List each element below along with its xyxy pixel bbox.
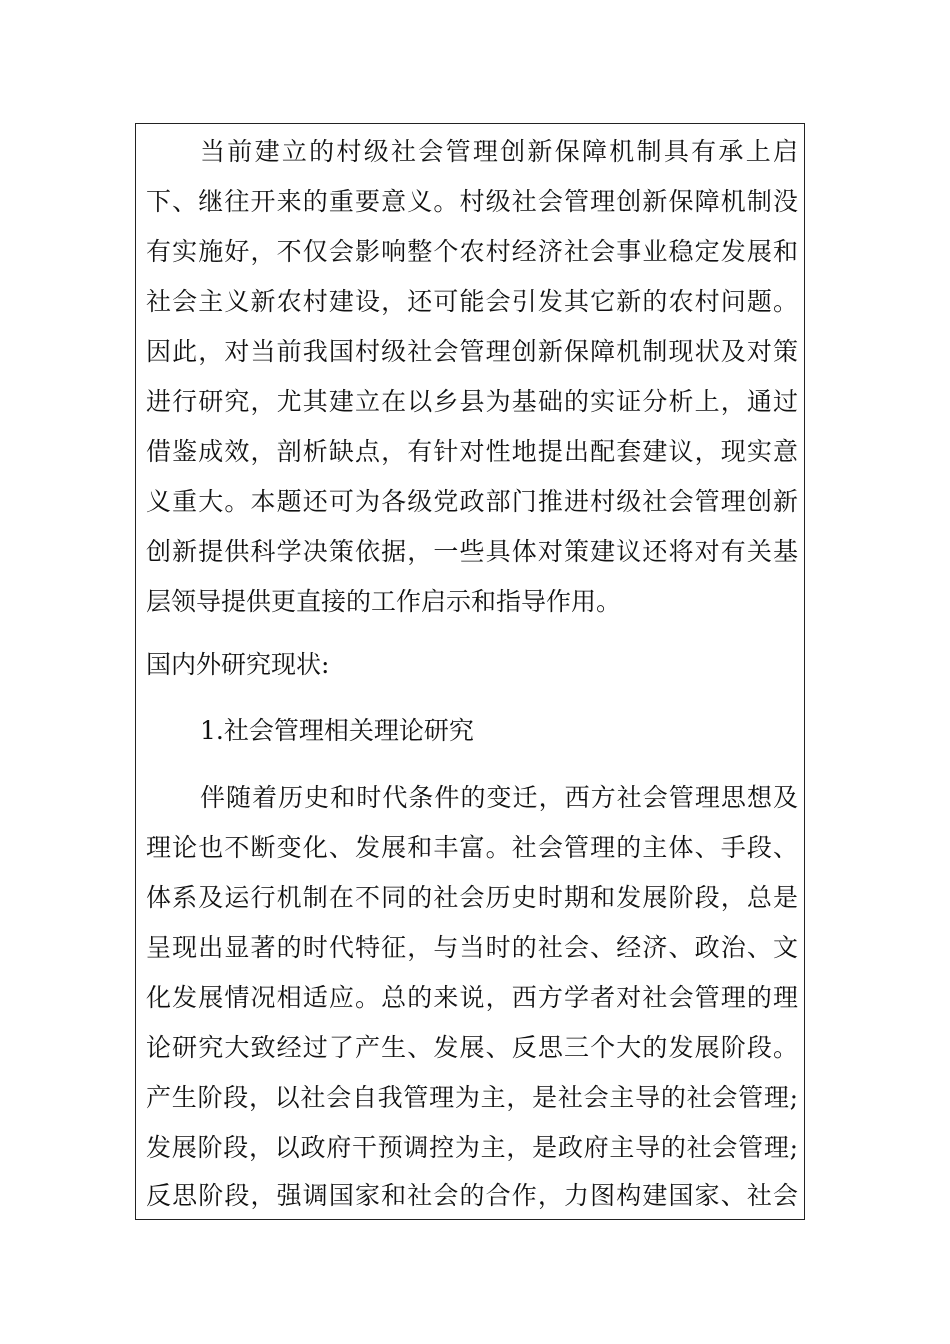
paragraph-2-line-9: 反思阶段，强调国家和社会的合作，力图构建国家、社会 <box>146 1181 798 1210</box>
paragraph-2-line-5: 化发展情况相适应。总的来说，西方学者对社会管理的理 <box>146 983 798 1012</box>
paragraph-1-line-8: 义重大。本题还可为各级党政部门推进村级社会管理创新 <box>146 487 798 516</box>
section-heading: 国内外研究现状: <box>146 650 330 679</box>
paragraph-2-line-2: 理论也不断变化、发展和丰富。社会管理的主体、手段、 <box>146 833 798 862</box>
paragraph-2-line-8: 发展阶段，以政府干预调控为主，是政府主导的社会管理; <box>146 1133 798 1162</box>
paragraph-2-line-1: 伴随着历史和时代条件的变迁，西方社会管理思想及 <box>200 783 798 812</box>
paragraph-1-line-5: 因此，对当前我国村级社会管理创新保障机制现状及对策 <box>146 337 798 366</box>
paragraph-2-line-4: 呈现出显著的时代特征，与当时的社会、经济、政治、文 <box>146 933 798 962</box>
paragraph-1-line-6: 进行研究，尤其建立在以乡县为基础的实证分析上，通过 <box>146 387 798 416</box>
paragraph-1-line-10: 层领导提供更直接的工作启示和指导作用。 <box>146 587 622 616</box>
paragraph-1-line-2: 下、继往开来的重要意义。村级社会管理创新保障机制没 <box>146 187 798 216</box>
paragraph-2-line-6: 论研究大致经过了产生、发展、反思三个大的发展阶段。 <box>146 1033 798 1062</box>
paragraph-1-line-4: 社会主义新农村建设，还可能会引发其它新的农村问题。 <box>146 287 798 316</box>
paragraph-2-line-3: 体系及运行机制在不同的社会历史时期和发展阶段，总是 <box>146 883 798 912</box>
subsection-heading: 1.社会管理相关理论研究 <box>200 716 474 745</box>
paragraph-2-line-7: 产生阶段，以社会自我管理为主，是社会主导的社会管理; <box>146 1083 798 1112</box>
paragraph-1-line-1: 当前建立的村级社会管理创新保障机制具有承上启 <box>200 137 798 166</box>
paragraph-1-line-9: 创新提供科学决策依据，一些具体对策建议还将对有关基 <box>146 537 798 566</box>
paragraph-1-line-3: 有实施好，不仅会影响整个农村经济社会事业稳定发展和 <box>146 237 798 266</box>
paragraph-1-line-7: 借鉴成效，剖析缺点，有针对性地提出配套建议，现实意 <box>146 437 798 466</box>
